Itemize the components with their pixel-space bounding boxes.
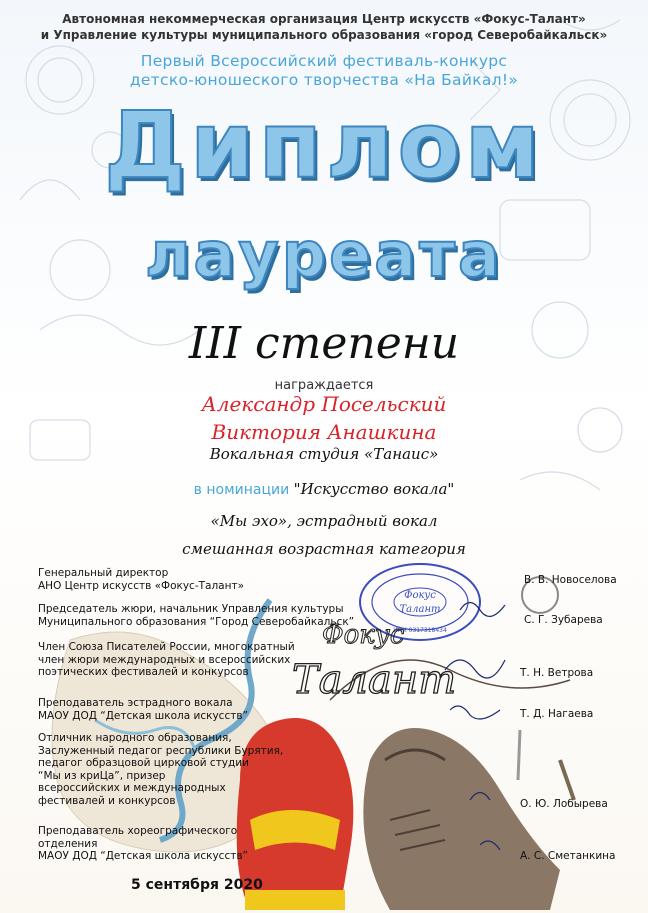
diploma-subtitle: лауреата: [145, 218, 503, 291]
stamp-inn: ИНН 0317318434: [393, 627, 447, 634]
stamp-text-bottom: Талант: [399, 604, 441, 615]
signatory-6-role-1: Преподаватель хореографического: [38, 825, 238, 837]
signatory-3-role-1: Член Союза Писателей России, многократный: [38, 641, 295, 653]
signatory-4-name: Т. Д. Нагаева: [520, 708, 594, 720]
signatory-5: [38, 732, 608, 810]
work-line-1: «Мы эхо», эстрадный вокал: [210, 512, 438, 530]
logo-text-top: Фокус: [322, 620, 405, 650]
logo-text-bottom: Талант: [292, 657, 457, 703]
work-line-2: смешанная возрастная категория: [182, 540, 466, 558]
signatory-5-role-2: Заслуженный педагог республики Бурятия,: [38, 744, 284, 757]
signatory-4-role-2: МАОУ ДОД “Детская школа искусств”: [38, 709, 248, 722]
signatory-5-name: О. Ю. Лобырева: [520, 798, 608, 810]
signatory-5-role-4: “Мы из криЦа”, призер: [38, 769, 166, 782]
signatory-5-role-3: педагог образцовой цирковой студии: [38, 757, 249, 769]
signatory-2-role-1: Председатель жюри, начальник Управления культуры: [38, 603, 344, 615]
signatory-3: [38, 641, 594, 679]
signatory-1: [38, 567, 617, 592]
signatory-5-role-6: фестивалей и конкурсов: [38, 794, 176, 807]
nomination: [0, 480, 648, 498]
signatory-6-name: А. С. Сметанкина: [520, 850, 616, 862]
signatory-4-role-1: Преподаватель эстрадного вокала: [38, 697, 233, 709]
organizer-line-2: и Управление культуры муниципального образования «город Северобайкальск»: [40, 28, 608, 42]
degree-text: III степени: [188, 318, 460, 369]
festival-line-1: Первый Всероссийский фестиваль-конкурс: [140, 52, 508, 70]
signatory-6: [38, 825, 616, 863]
nomination-value: "Искусство вокала": [293, 480, 455, 498]
signatory-6-role-3: МАОУ ДОД “Детская школа искусств”: [38, 850, 248, 862]
studio-name: Вокальная студия «Танаис»: [209, 445, 439, 463]
shoes-illustration: [237, 718, 560, 910]
stamp-text-top: Фокус: [404, 590, 436, 601]
signatory-2-name: С. Г. Зубарева: [524, 614, 603, 626]
signatory-2-role-2: Муниципального образования “Город Северобайкальск”: [38, 615, 355, 628]
signatory-3-role-3: поэтических фестивалей и конкурсов: [38, 666, 249, 678]
diploma-title: Диплом: [104, 92, 544, 199]
organizer-line-1: Автономная некоммерческая организация Центр искусств «Фокус-Талант»: [62, 12, 586, 26]
nomination-label: в номинации: [193, 482, 290, 498]
signatory-5-role-5: всероссийских и международных: [38, 782, 226, 794]
signatory-3-name: Т. Н. Ветрова: [520, 667, 594, 679]
winner-name-1: Александр Посельский: [201, 392, 447, 416]
signatory-4: [38, 697, 594, 722]
signatory-6-role-2: отделения: [38, 837, 98, 850]
awarded-label: награждается: [274, 378, 374, 393]
signatory-3-role-2: член жюри международных и всероссийских: [38, 653, 291, 666]
signatures: [420, 590, 510, 860]
signatory-5-role-1: Отличник народного образования,: [38, 732, 232, 744]
signatory-1-role-2: АНО Центр искусств «Фокус-Талант»: [38, 579, 245, 592]
diploma-date: 5 сентября 2020: [131, 877, 263, 893]
festival-line-2: детско-юношеского творчества «На Байкал!»: [129, 71, 519, 89]
winner-name-2: Виктория Анашкина: [211, 420, 437, 444]
signatory-1-role-1: Генеральный директор: [38, 567, 169, 579]
signatory-1-name: В. В. Новоселова: [524, 574, 617, 586]
